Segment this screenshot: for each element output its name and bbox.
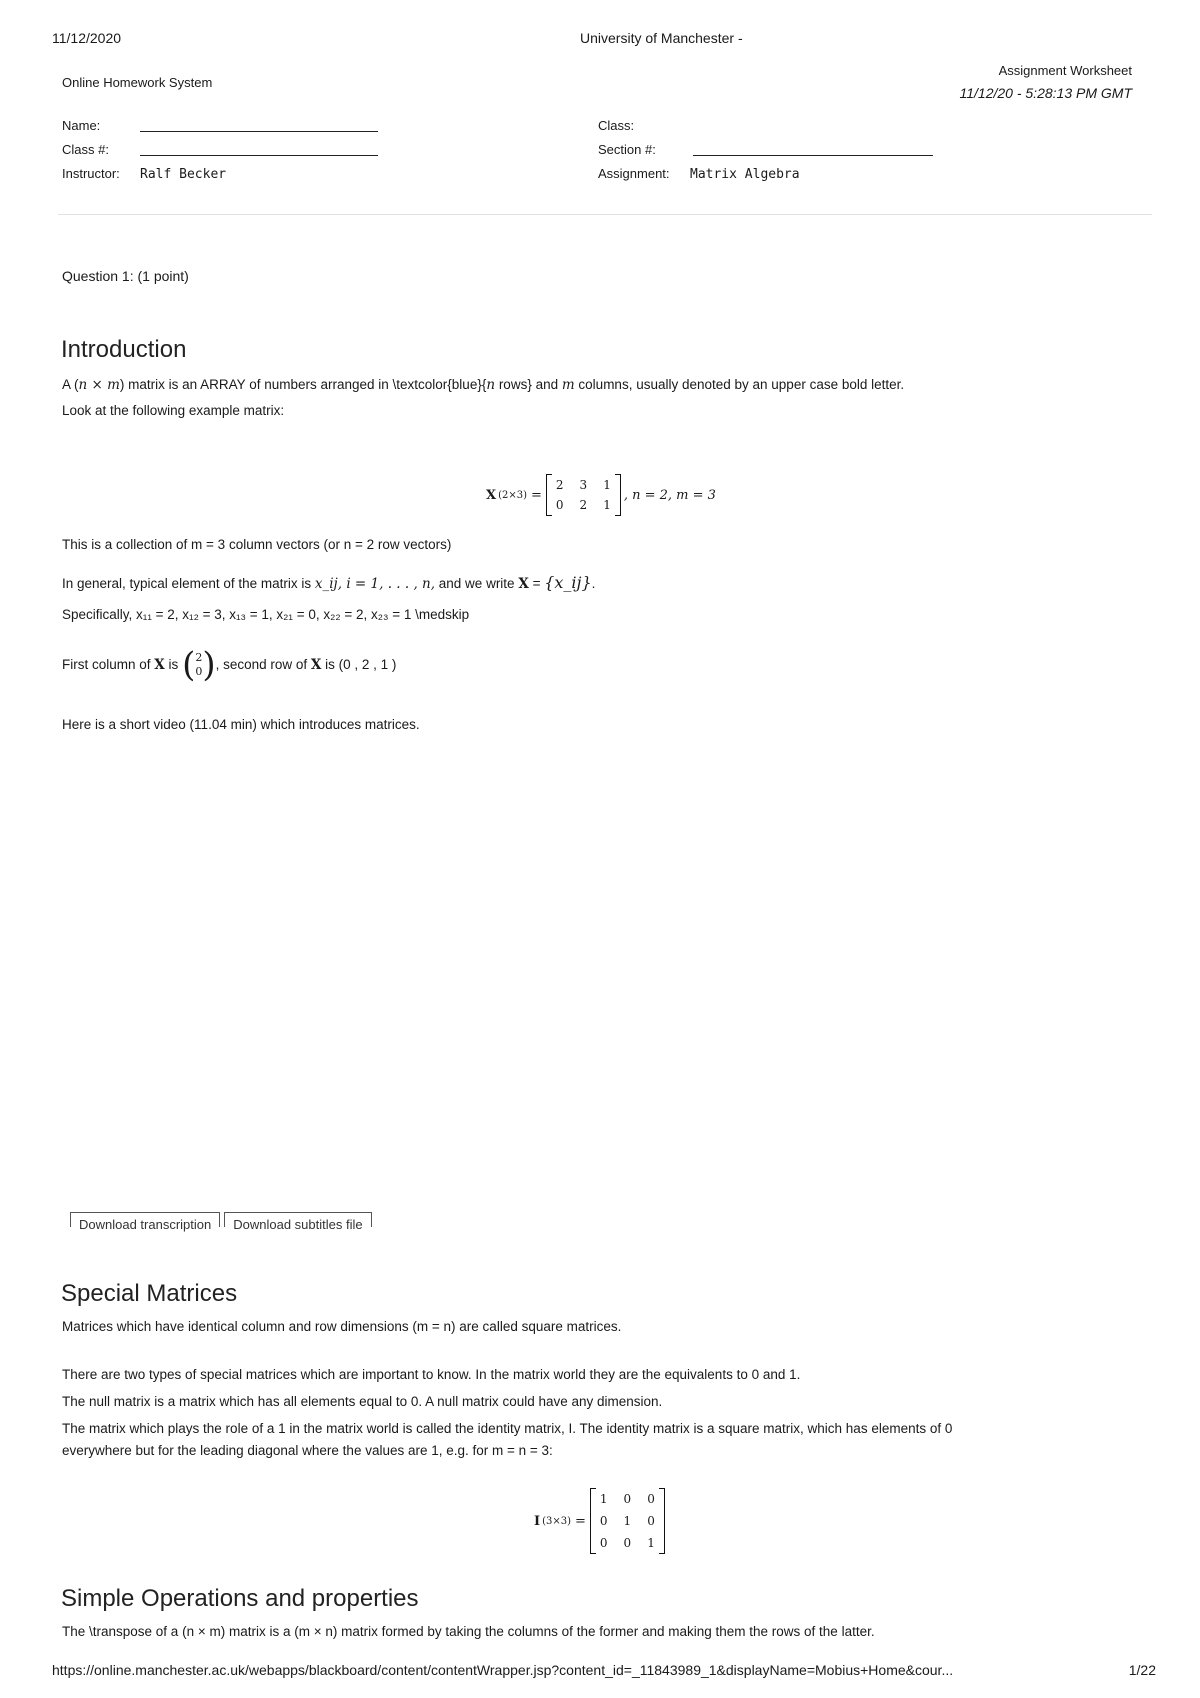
- class-label: Class:: [598, 118, 635, 133]
- print-site-title: University of Manchester -: [580, 30, 743, 46]
- special-paragraph-1: Matrices which have identical column and row dimensions (m = n) are called square matrices.: [62, 1319, 622, 1334]
- matrix-cell: 0: [647, 1514, 655, 1528]
- intro-paragraph-4: In general, typical element of the matrix is x_ij, i = 1, . . . , n, and we write X = {x_ij}.: [62, 573, 596, 592]
- matrix-x: [546, 474, 621, 516]
- matrix-cell: 0: [623, 1492, 632, 1506]
- simple-ops-heading: Simple Operations and properties: [61, 1585, 419, 1612]
- identity-matrix-equation: I (3×3) = 1 0 0 0 1 0 0 0 1: [534, 1488, 665, 1554]
- assignment-value: Matrix Algebra: [690, 167, 800, 182]
- instructor-label: Instructor:: [62, 166, 120, 181]
- section-field[interactable]: [693, 155, 933, 156]
- class-number-label: Class #:: [62, 142, 109, 157]
- intro-paragraph-1: A (n × m) matrix is an ARRAY of numbers arranged in \textcolor{blue}{n rows} and m columns, usually denoted by an upper case bold letter.: [62, 377, 905, 393]
- transpose-paragraph: The \transpose of a (n × m) matrix is a (m × n) matrix formed by taking the columns of the former and making them the rows of the latter.: [62, 1624, 875, 1639]
- matrix-cell: 1: [603, 478, 611, 492]
- matrix-cell: 1: [647, 1536, 655, 1550]
- intro-paragraph-6: First column of X is ( 2 0 ) , second row of X is (0 , 2 , 1 ): [62, 645, 397, 685]
- matrix-cell: 2: [579, 498, 588, 512]
- matrix-cell: 0: [555, 498, 564, 512]
- intro-paragraph-5: Specifically, x₁₁ = 2, x₁₂ = 3, x₁₃ = 1, x₂₁ = 0, x₂₂ = 2, x₂₃ = 1 \medskip: [62, 607, 470, 622]
- name-field[interactable]: [140, 131, 378, 132]
- print-date: 11/12/2020: [52, 30, 122, 46]
- footer-url[interactable]: https://online.manchester.ac.uk/webapps/blackboard/content/contentWrapper.jsp?content_id=_11843989_1&displayName=Mobius+Home&cour...: [52, 1662, 954, 1678]
- matrix-x-equation: X (2×3) = 2 3 1 0 2 1 , n = 2, m = 3: [486, 474, 716, 516]
- header-divider: [58, 214, 1152, 215]
- intro-paragraph-7: Here is a short video (11.04 min) which introduces matrices.: [62, 717, 420, 732]
- video-download-bar: [70, 1212, 372, 1232]
- question-label: Question 1: (1 point): [62, 268, 189, 284]
- special-heading: Special Matrices: [61, 1280, 238, 1307]
- name-label: Name:: [62, 118, 101, 133]
- page-number: 1/22: [1128, 1662, 1156, 1678]
- vector-entry: 0: [195, 665, 203, 678]
- system-name: Online Homework System: [62, 75, 213, 90]
- matrix-cell: 0: [647, 1492, 655, 1506]
- column-vector: ( 2 0 ): [182, 645, 216, 685]
- intro-paragraph-2: Look at the following example matrix:: [62, 403, 285, 418]
- matrix-cell: 1: [623, 1514, 632, 1528]
- matrix-cell: 0: [599, 1514, 608, 1528]
- matrix-cell: 0: [623, 1536, 632, 1550]
- section-label: Section #:: [598, 142, 656, 157]
- download-transcription-button[interactable]: Download transcription: [70, 1212, 220, 1227]
- class-number-field[interactable]: [140, 155, 378, 156]
- special-paragraph-3: The null matrix is a matrix which has all elements equal to 0. A null matrix could have any dimension.: [62, 1394, 663, 1409]
- matrix-cell: 2: [555, 478, 564, 492]
- matrix-cell: 1: [599, 1492, 608, 1506]
- special-paragraph-5: everywhere but for the leading diagonal where the values are 1, e.g. for m = n = 3:: [62, 1443, 553, 1458]
- worksheet-label: Assignment Worksheet: [998, 63, 1132, 78]
- special-paragraph-4: The matrix which plays the role of a 1 in the matrix world is called the identity matrix, I. The identity matrix is a square matrix, which has elements of 0: [62, 1421, 953, 1436]
- special-paragraph-2: There are two types of special matrices which are important to know. In the matrix world they are the equivalents to 0 and 1.: [62, 1367, 801, 1382]
- matrix-cell: 3: [579, 478, 588, 492]
- instructor-value: Ralf Becker: [140, 167, 227, 182]
- download-subtitles-button[interactable]: Download subtitles file: [224, 1212, 371, 1227]
- matrix-cell: 1: [603, 498, 611, 512]
- matrix-cell: 0: [599, 1536, 608, 1550]
- assignment-label: Assignment:: [598, 166, 670, 181]
- vector-entry: 2: [195, 651, 203, 664]
- intro-heading: Introduction: [61, 336, 187, 363]
- identity-matrix: [590, 1488, 665, 1554]
- intro-paragraph-3: This is a collection of m = 3 column vectors (or n = 2 row vectors): [62, 537, 452, 552]
- worksheet-timestamp: 11/12/20 - 5:28:13 PM GMT: [959, 85, 1132, 101]
